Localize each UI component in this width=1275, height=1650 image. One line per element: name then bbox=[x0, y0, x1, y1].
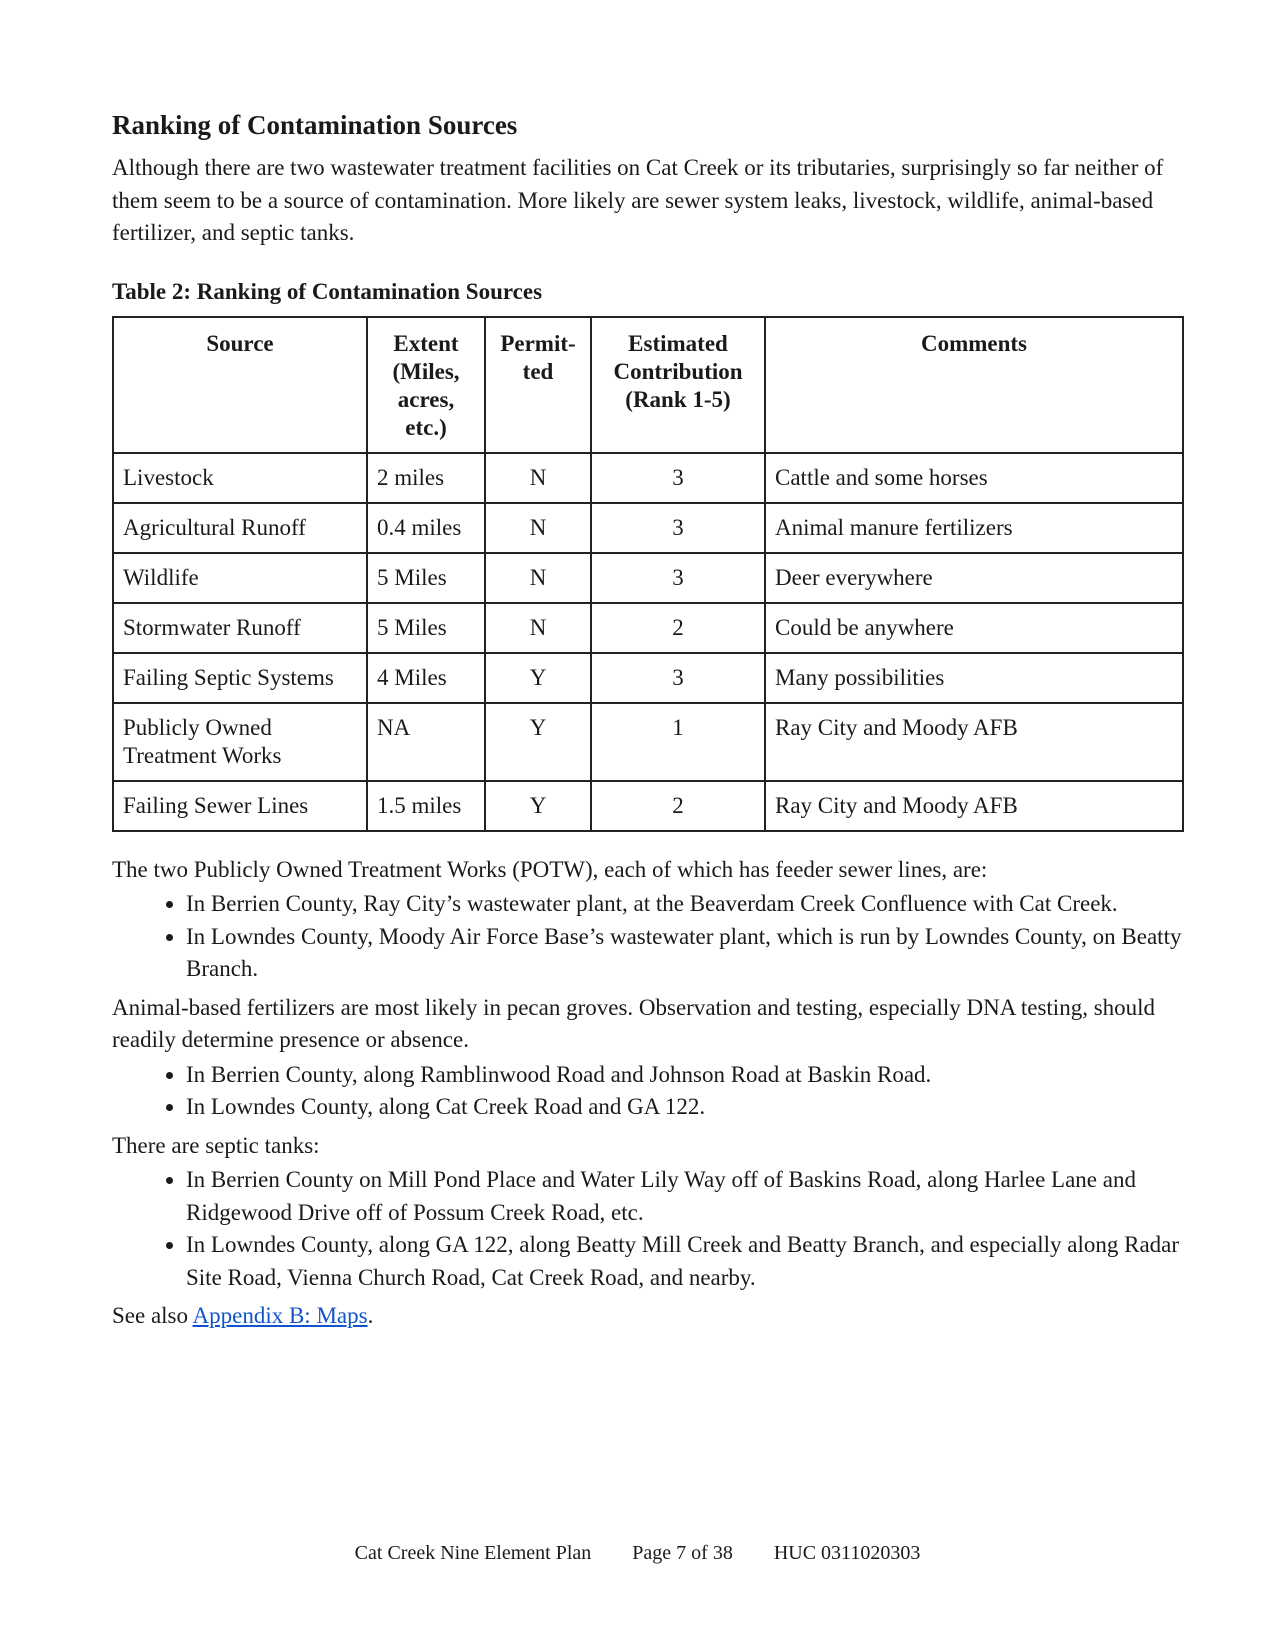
cell-comment: Many possibilities bbox=[765, 653, 1183, 703]
footer-title: Cat Creek Nine Element Plan bbox=[354, 1542, 592, 1564]
cell-rank: 3 bbox=[591, 453, 765, 503]
appendix-b-maps-link[interactable]: Appendix B: Maps bbox=[192, 1303, 368, 1328]
cell-extent: 4 Miles bbox=[367, 653, 485, 703]
list-item: • In Berrien County, Ray City’s wastewater plant, at the Beaverdam Creek Confluence with Cat Creek. bbox=[186, 888, 1187, 921]
list-item: • In Lowndes County, along GA 122, along Beatty Mill Creek and Beatty Branch, and especially along Radar Site Road, Vienna Church Road, Cat Creek Road, and nearby. bbox=[186, 1229, 1187, 1294]
cell-permitted: N bbox=[485, 603, 591, 653]
cell-comment: Deer everywhere bbox=[765, 553, 1183, 603]
cell-permitted: N bbox=[485, 453, 591, 503]
see-also-prefix: See also bbox=[112, 1303, 193, 1328]
cell-source: Stormwater Runoff bbox=[113, 603, 367, 653]
see-also bbox=[112, 1300, 1187, 1333]
list-item: • In Berrien County on Mill Pond Place and Water Lily Way off of Baskins Road, along Harlee Lane and Ridgewood Drive off of Possum Creek Road, etc. bbox=[186, 1164, 1187, 1229]
potw-intro: The two Publicly Owned Treatment Works (POTW), each of which has feeder sewer lines, are: bbox=[112, 856, 988, 882]
table-row bbox=[113, 603, 1183, 653]
cell-source: Livestock bbox=[113, 453, 367, 503]
table-row bbox=[113, 553, 1183, 603]
page-footer bbox=[0, 1541, 1275, 1565]
cell-rank: 3 bbox=[591, 553, 765, 603]
list-item: • In Berrien County, along Ramblinwood Road and Johnson Road at Baskin Road. bbox=[186, 1059, 1187, 1092]
table-row bbox=[113, 453, 1183, 503]
cell-comment: Ray City and Moody AFB bbox=[765, 703, 1183, 781]
cell-source: Failing Septic Systems bbox=[113, 653, 367, 703]
header-extent: Extent (Miles, acres, etc.) bbox=[367, 317, 485, 453]
list-item: • In Lowndes County, along Cat Creek Road and GA 122. bbox=[186, 1091, 1187, 1124]
cell-rank: 2 bbox=[591, 603, 765, 653]
cell-comment: Cattle and some horses bbox=[765, 453, 1183, 503]
cell-extent: 1.5 miles bbox=[367, 781, 485, 831]
header-source: Source bbox=[113, 317, 367, 453]
cell-permitted: Y bbox=[485, 653, 591, 703]
cell-extent: 5 Miles bbox=[367, 603, 485, 653]
cell-permitted: Y bbox=[485, 703, 591, 781]
septic-list bbox=[112, 1164, 1187, 1294]
cell-comment: Could be anywhere bbox=[765, 603, 1183, 653]
cell-extent: 0.4 miles bbox=[367, 503, 485, 553]
document-page bbox=[112, 108, 1187, 1333]
cell-comment: Animal manure fertilizers bbox=[765, 503, 1183, 553]
table-header-row bbox=[113, 317, 1183, 453]
table-row bbox=[113, 703, 1183, 781]
cell-permitted: N bbox=[485, 503, 591, 553]
cell-source: Failing Sewer Lines bbox=[113, 781, 367, 831]
table-row bbox=[113, 781, 1183, 831]
header-comments: Comments bbox=[765, 317, 1183, 453]
table-row bbox=[113, 653, 1183, 703]
contamination-ranking-table bbox=[112, 316, 1184, 832]
cell-source: Agricultural Runoff bbox=[113, 503, 367, 553]
cell-rank: 3 bbox=[591, 503, 765, 553]
cell-rank: 1 bbox=[591, 703, 765, 781]
cell-rank: 3 bbox=[591, 653, 765, 703]
header-permitted: Permit- ted bbox=[485, 317, 591, 453]
cell-extent: NA bbox=[367, 703, 485, 781]
fertilizer-list bbox=[112, 1059, 1187, 1124]
potw-list bbox=[112, 888, 1187, 986]
footer-huc: HUC 0311020303 bbox=[773, 1542, 921, 1564]
table-caption: Table 2: Ranking of Contamination Sources bbox=[112, 278, 543, 304]
see-also-suffix: . bbox=[367, 1303, 374, 1328]
intro-paragraph: Although there are two wastewater treatment facilities on Cat Creek or its tributaries, surprisingly so far neither of them seem to be a source of contamination. More likely are sewer system leaks, livestock, wildlife, animal-based fertilizer, and septic tanks. bbox=[112, 155, 1164, 245]
header-contribution: Estimated Contribution (Rank 1-5) bbox=[591, 317, 765, 453]
septic-intro: There are septic tanks: bbox=[112, 1132, 320, 1158]
section-heading: Ranking of Contamination Sources bbox=[112, 110, 518, 140]
cell-source: Wildlife bbox=[113, 553, 367, 603]
cell-comment: Ray City and Moody AFB bbox=[765, 781, 1183, 831]
cell-permitted: N bbox=[485, 553, 591, 603]
list-item: • In Lowndes County, Moody Air Force Base’s wastewater plant, which is run by Lowndes County, on Beatty Branch. bbox=[186, 921, 1187, 986]
cell-extent: 5 Miles bbox=[367, 553, 485, 603]
footer-page-number: Page 7 of 38 bbox=[632, 1542, 733, 1564]
fertilizer-intro: Animal-based fertilizers are most likely in pecan groves. Observation and testing, especially DNA testing, should readily determine presence or absence. bbox=[112, 994, 1156, 1052]
cell-rank: 2 bbox=[591, 781, 765, 831]
cell-extent: 2 miles bbox=[367, 453, 485, 503]
cell-permitted: Y bbox=[485, 781, 591, 831]
cell-source: Publicly Owned Treatment Works bbox=[113, 703, 367, 781]
table-row bbox=[113, 503, 1183, 553]
